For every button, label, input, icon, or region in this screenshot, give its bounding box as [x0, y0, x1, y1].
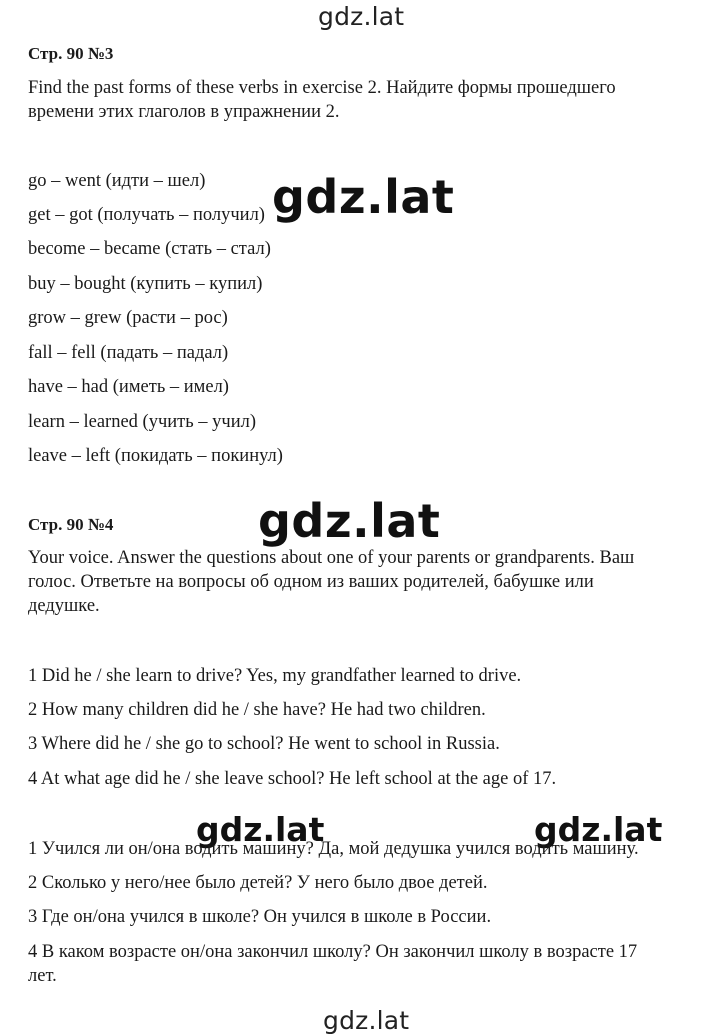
verb-item: go – went (идти – шел) — [28, 171, 206, 191]
answer-en-item: 2 How many children did he / she have? He had two children. — [28, 700, 486, 720]
section2-instruction-line1: Your voice. Answer the questions about one of your parents or grandparents. Ваш — [28, 548, 635, 568]
verb-item: get – got (получать – получил) — [28, 205, 265, 225]
verb-item: have – had (иметь – имел) — [28, 377, 229, 397]
verb-item: become – became (стать – стал) — [28, 239, 271, 259]
watermark-large-1: gdz.lat — [272, 170, 455, 224]
section2-instruction-line2: голос. Ответьте на вопросы об одном из ваших родителей, бабушке или — [28, 572, 594, 592]
section1-instruction-line1: Find the past forms of these verbs in exercise 2. Найдите формы прошедшего — [28, 78, 616, 98]
section1-heading: Стр. 90 №3 — [28, 44, 114, 63]
watermark-large-2: gdz.lat — [258, 494, 441, 548]
answer-en-item: 1 Did he / she learn to drive? Yes, my grandfather learned to drive. — [28, 666, 522, 686]
watermark-top: gdz.lat — [318, 2, 405, 31]
verb-item: leave – left (покидать – покинул) — [28, 446, 283, 466]
section2-heading: Стр. 90 №4 — [28, 515, 114, 534]
answer-en-item: 3 Where did he / she go to school? He went to school in Russia. — [28, 734, 500, 754]
watermark-bottom: gdz.lat — [323, 1006, 410, 1035]
watermark-mid-left: gdz.lat — [196, 810, 325, 849]
answer-ru-item: 2 Сколько у него/нее было детей? У него было двое детей. — [28, 873, 488, 893]
answer-ru-item: 1 Учился ли он/она водить машину? Да, мой дедушка учился водить машину. — [28, 839, 639, 859]
answer-ru-item: 3 Где он/она учился в школе? Он учился в школе в России. — [28, 907, 492, 927]
verb-item: grow – grew (расти – рос) — [28, 308, 228, 328]
verb-item: learn – learned (учить – учил) — [28, 412, 257, 432]
verb-item: fall – fell (падать – падал) — [28, 343, 229, 363]
verb-item: buy – bought (купить – купил) — [28, 274, 263, 294]
answer-en-item: 4 At what age did he / she leave school? He left school at the age of 17. — [28, 769, 557, 789]
section2-instruction-line3: дедушке. — [28, 596, 100, 616]
answer-ru-item-cont: лет. — [28, 966, 57, 986]
watermark-mid-right: gdz.lat — [534, 810, 663, 849]
answer-ru-item: 4 В каком возрасте он/она закончил школу? Он закончил школу в возрасте 17 — [28, 942, 638, 962]
section1-instruction-line2: времени этих глаголов в упражнении 2. — [28, 102, 340, 122]
